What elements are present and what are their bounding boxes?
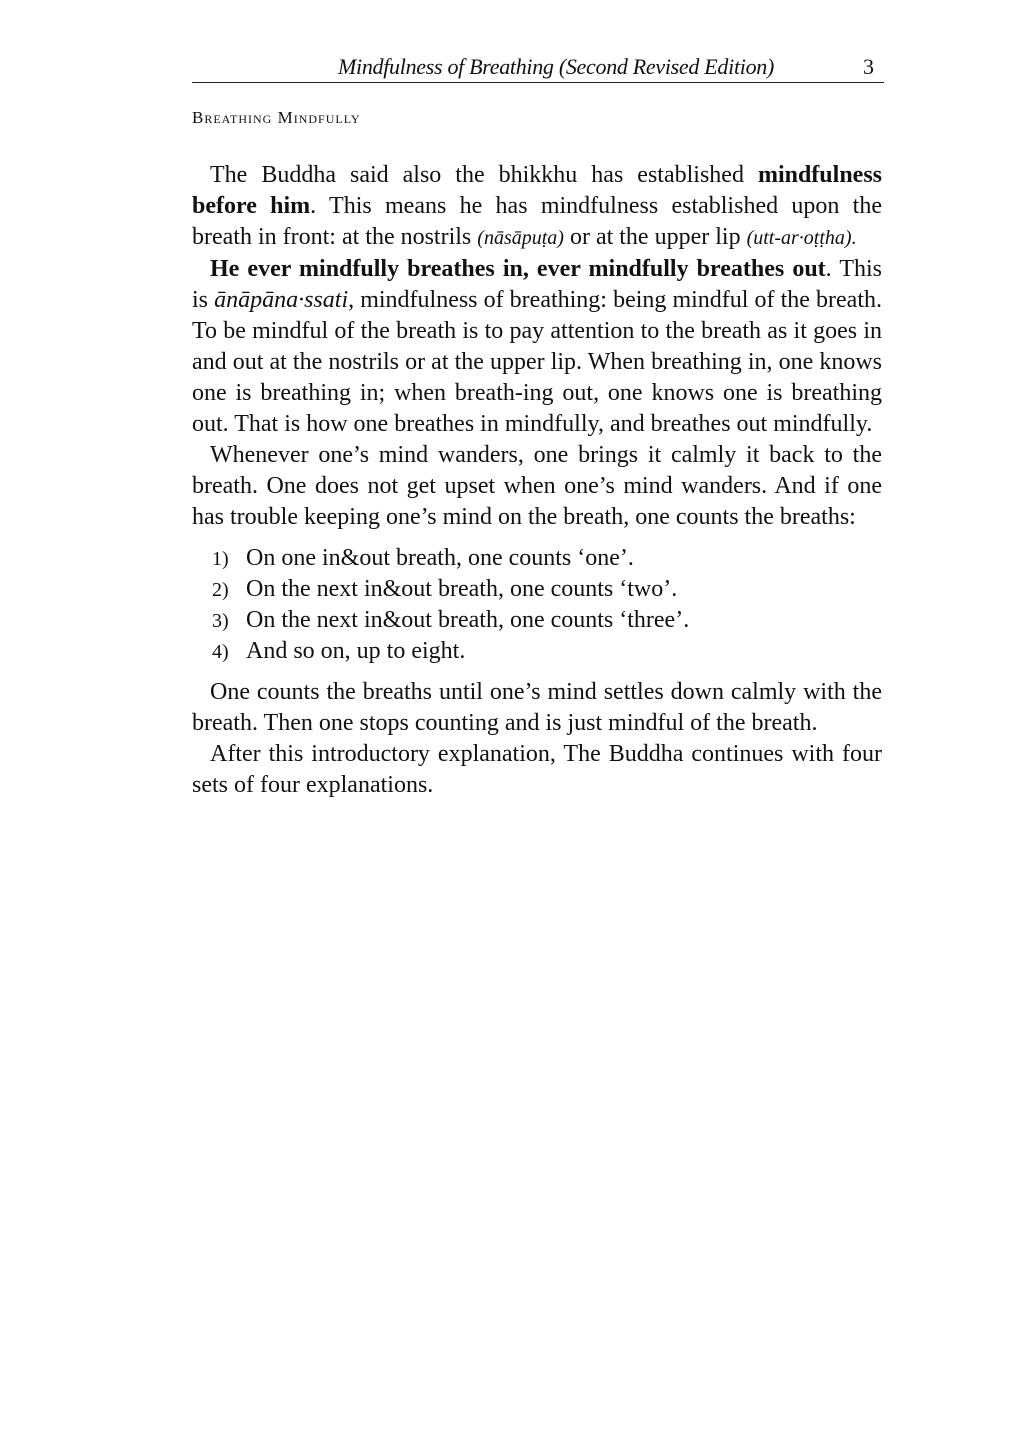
list-number: 3) xyxy=(212,610,229,632)
list-text: And so on, up to eight. xyxy=(246,638,466,664)
list-number: 2) xyxy=(212,579,229,601)
body-text xyxy=(192,160,882,801)
list-text: On one in&out breath, one counts ‘one’. xyxy=(246,545,634,571)
paragraph-5: After this introductory explanation, The Buddha continues with four sets of four explanations. xyxy=(192,741,882,798)
p1-text-1: The Buddha said also the bhikkhu has established xyxy=(210,162,758,188)
list-item xyxy=(212,605,882,636)
list-text: On the next in&out breath, one counts ‘three’. xyxy=(246,607,690,633)
paragraph-2 xyxy=(192,254,882,440)
p2-bold: He ever mindfully breathes in, ever mindfully breathes out xyxy=(210,256,826,282)
p2-text-2: , mindfulness of breathing: being mindful of the breath. To be mindful of the breath is to pay attention to the breath as it goes in and out at the nostrils or at the upper lip. When breathing in, one knows one is breathing in; when breath-ing out, one knows one is breathing out. That is how one breathes in mindfully, and breathes out mindfully. xyxy=(192,287,882,437)
p1-text-2: . This means he has mindfulness established upon the breath in front: at the nostrils xyxy=(192,193,882,250)
running-title: Mindfulness of Breathing (Second Revised Edition) xyxy=(338,54,774,79)
p2-text-1: . This is xyxy=(192,256,883,313)
list-number: 4) xyxy=(212,641,229,663)
page-number: 3 xyxy=(863,54,874,79)
counting-list xyxy=(212,543,882,667)
p1-bold: mindfulness before him xyxy=(192,162,882,219)
p2-pali-term: ānāpāna·ssati xyxy=(214,287,349,313)
paragraph-1 xyxy=(192,160,882,254)
p1-text-3: or at the upper lip xyxy=(563,224,747,250)
list-item xyxy=(212,543,882,574)
list-number: 1) xyxy=(212,548,229,570)
p1-pali-term-1: (nāsāpuṭa) xyxy=(477,227,564,249)
list-item xyxy=(212,636,882,667)
list-text: On the next in&out breath, one counts ‘two’. xyxy=(246,576,678,602)
list-item xyxy=(212,574,882,605)
running-header xyxy=(192,52,884,83)
paragraph-4: One counts the breaths until one’s mind settles down calmly with the breath. Then one stops counting and is just mindful of the breath. xyxy=(192,679,882,736)
paragraph-3: Whenever one’s mind wanders, one brings it calmly it back to the breath. One does not get upset when one’s mind wanders. And if one has trouble keeping one’s mind on the breath, one counts the breaths: xyxy=(192,442,882,530)
p1-pali-term-2: (utt-ar·oṭṭha). xyxy=(746,227,857,249)
section-heading: Breathing Mindfully xyxy=(192,108,361,127)
